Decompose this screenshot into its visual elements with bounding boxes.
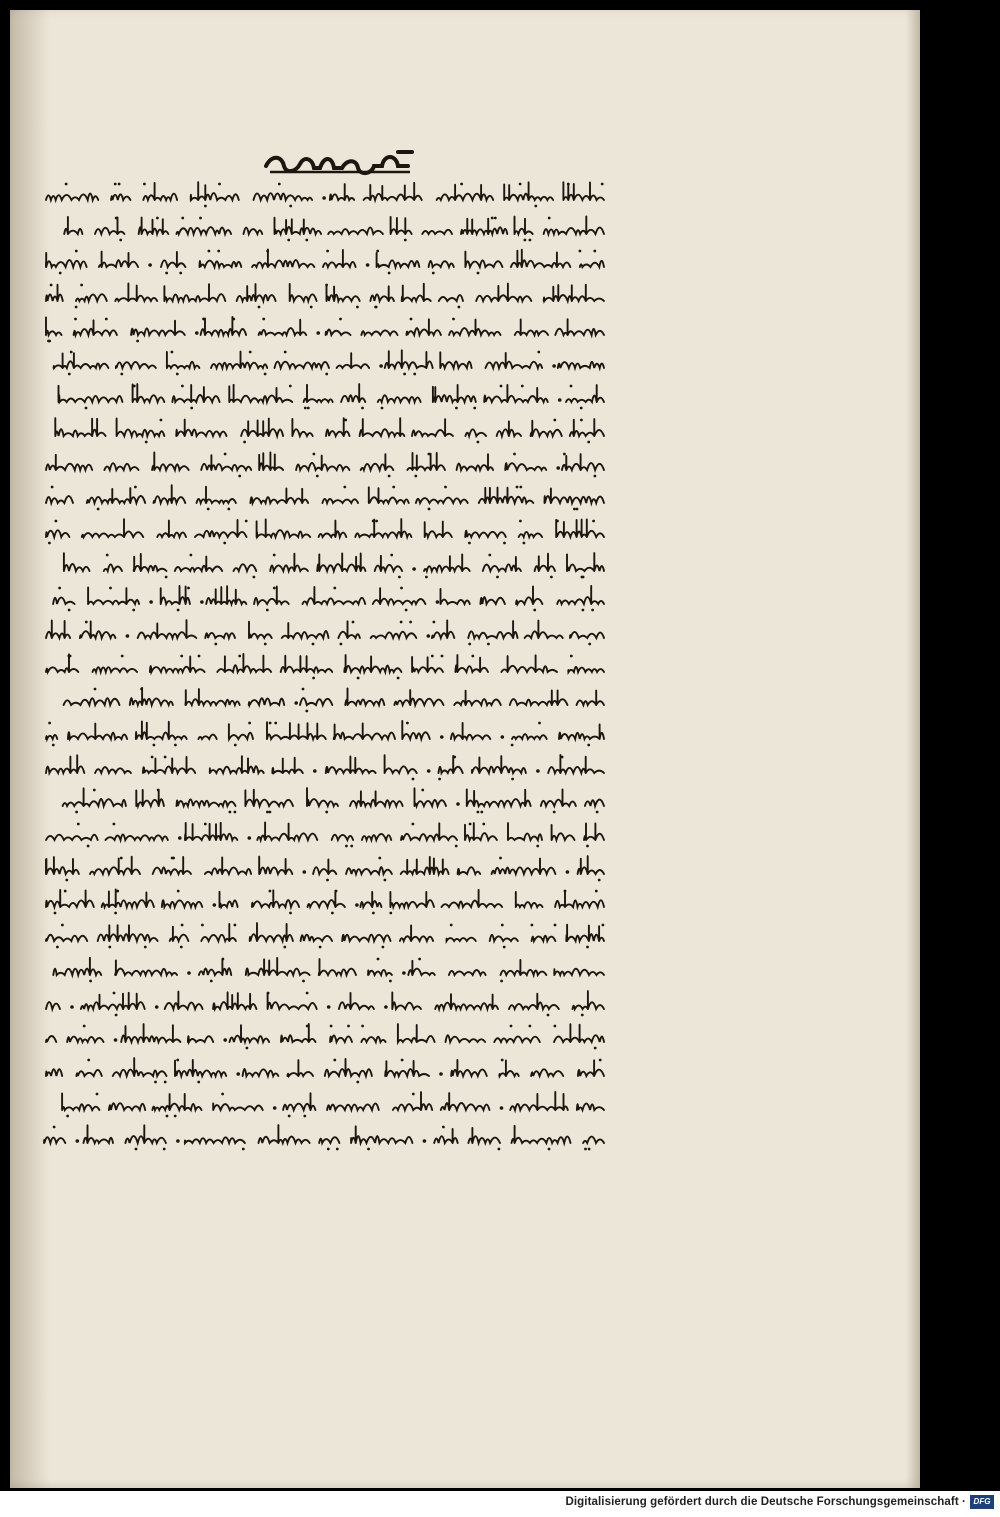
- page-edge: [906, 10, 920, 1488]
- manuscript-line: [42, 180, 608, 214]
- dfg-logo: DFG: [970, 1495, 994, 1509]
- manuscript-line: [42, 753, 608, 787]
- manuscript-line: [42, 786, 608, 820]
- manuscript-line: [42, 382, 608, 416]
- manuscript-line: [42, 214, 608, 248]
- manuscript-line: [42, 348, 608, 382]
- manuscript-line: [42, 1123, 608, 1157]
- manuscript-line: [42, 685, 608, 719]
- manuscript-line: [42, 989, 608, 1023]
- manuscript-line: [42, 450, 608, 484]
- manuscript-line: [42, 618, 608, 652]
- manuscript-line: [42, 247, 608, 281]
- manuscript-line: [42, 820, 608, 854]
- manuscript-text-block: [42, 180, 608, 1157]
- manuscript-line: [42, 551, 608, 585]
- manuscript-line: [42, 955, 608, 989]
- manuscript-heading: [260, 142, 420, 182]
- manuscript-line: [42, 921, 608, 955]
- manuscript-line: [42, 652, 608, 686]
- manuscript-page: [10, 10, 920, 1488]
- manuscript-line: [42, 887, 608, 921]
- manuscript-line: [42, 719, 608, 753]
- funding-notice: Digitalisierung gefördert durch die Deutsche Forschungsgemeinschaft ·: [565, 1496, 966, 1508]
- manuscript-line: [42, 584, 608, 618]
- manuscript-line: [42, 281, 608, 315]
- manuscript-line: [42, 854, 608, 888]
- footer-bar: [0, 1491, 1000, 1517]
- manuscript-line: [42, 1056, 608, 1090]
- manuscript-line: [42, 483, 608, 517]
- manuscript-line: [42, 1090, 608, 1124]
- manuscript-line: [42, 416, 608, 450]
- manuscript-line: [42, 315, 608, 349]
- manuscript-line: [42, 517, 608, 551]
- manuscript-line: [42, 1022, 608, 1056]
